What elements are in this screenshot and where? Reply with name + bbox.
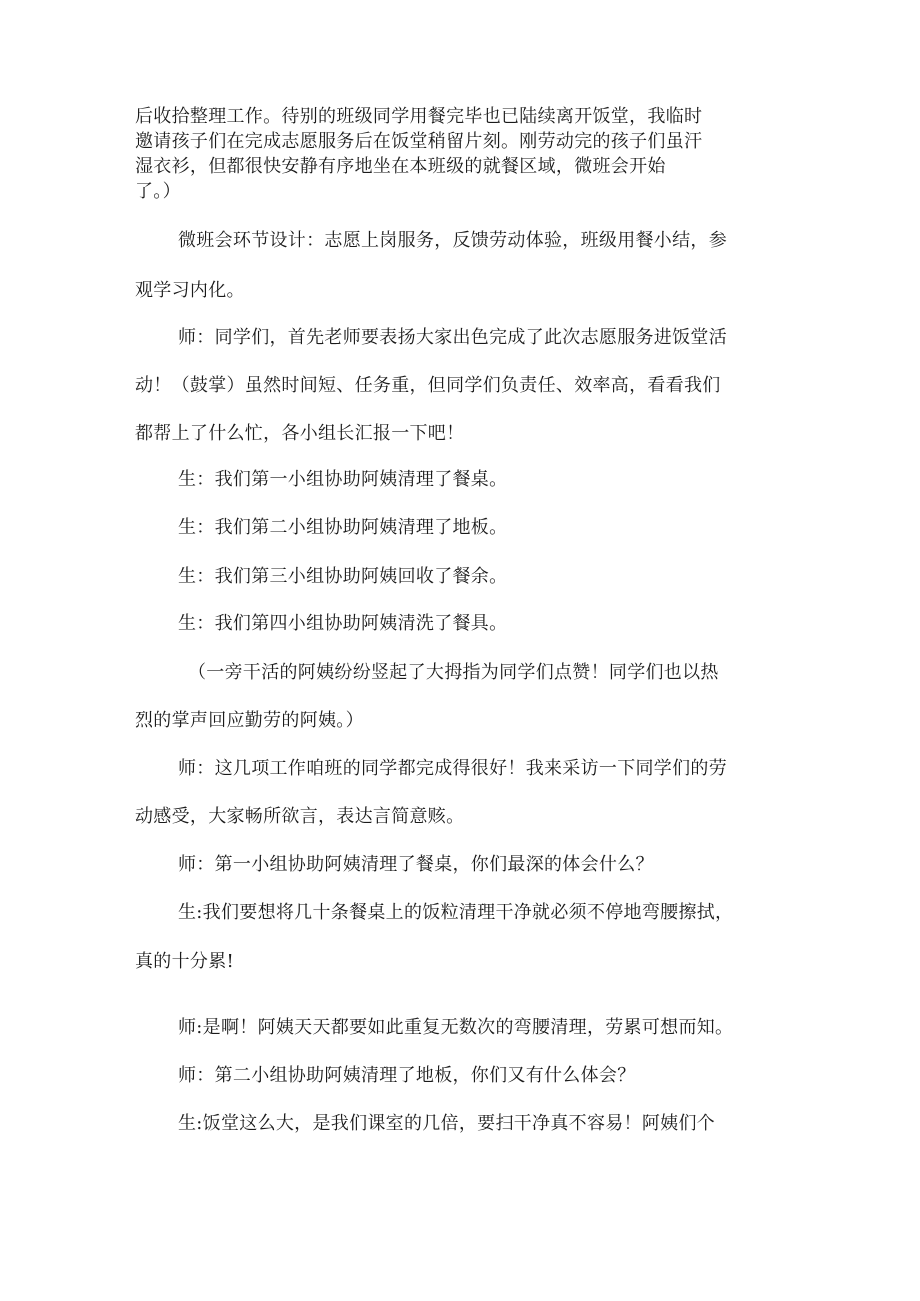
paragraph-2-line-1: 微班会环节设计：志愿上岗服务，反馈劳动体验，班级用餐小结，参 (178, 230, 727, 251)
paragraph-8-line-1: （一旁干活的阿姨纷纷竖起了大拇指为同学们点赞！同学们也以热 (188, 662, 719, 683)
paragraph-14-line-1: 生:饭堂这么大，是我们课室的几倍，要扫干净真不容易！阿姨们个 (178, 1113, 716, 1134)
paragraph-1-line-1: 后收拾整理工作。待别的班级同学用餐完毕也已陆续离开饭堂，我临时 (135, 106, 703, 127)
paragraph-12-line-1: 师:是啊！阿姨天天都要如此重复无数次的弯腰清理，劳累可想而知。 (178, 1017, 734, 1038)
paragraph-7-line-1: 生：我们第四小组协助阿姨清洗了餐具。 (178, 613, 508, 634)
paragraph-3-line-1: 师：同学们，首先老师要表扬大家出色完成了此次志愿服务进饭堂活 (178, 327, 727, 348)
paragraph-11-line-2: 真的十分累! (135, 951, 235, 972)
paragraph-3-line-2: 动！（鼓掌）虽然时间短、任务重，但同学们负责任、效率高，看看我们 (135, 375, 721, 396)
paragraph-4-line-1: 生：我们第一小组协助阿姨清理了餐桌。 (178, 469, 508, 490)
paragraph-2-line-2: 观学习内化。 (135, 280, 245, 301)
paragraph-5-line-1: 生：我们第二小组协助阿姨清理了地板。 (178, 517, 508, 538)
paragraph-1-line-2: 邀请孩子们在完成志愿服务后在饭堂稍留片刻。刚劳动完的孩子们虽汗 (135, 131, 703, 152)
paragraph-8-line-2: 烈的掌声回应勤劳的阿姨。） (135, 710, 364, 731)
paragraph-6-line-1: 生：我们第三小组协助阿姨回收了餐余。 (178, 566, 508, 587)
paragraph-10-line-1: 师：第一小组协助阿姨清理了餐桌，你们最深的体会什么？ (178, 854, 654, 875)
paragraph-3-line-3: 都帮上了什么忙，各小组长汇报一下吧！ (135, 423, 465, 444)
paragraph-11-line-1: 生:我们要想将几十条餐桌上的饭粒清理干净就必须不停地弯腰擦拭， (178, 902, 734, 923)
paragraph-13-line-1: 师：第二小组协助阿姨清理了地板，你们又有什么体会？ (178, 1065, 636, 1086)
paragraph-9-line-1: 师：这几项工作咱班的同学都完成得很好！我来采访一下同学们的劳 (178, 758, 727, 779)
paragraph-1-line-3: 湿衣衫，但都很快安静有序地坐在本班级的就餐区域，微班会开始 (135, 156, 666, 177)
paragraph-1-line-4: 了。） (135, 181, 181, 202)
paragraph-9-line-2: 动感受，大家畅所欲言，表达言简意赅。 (135, 806, 465, 827)
